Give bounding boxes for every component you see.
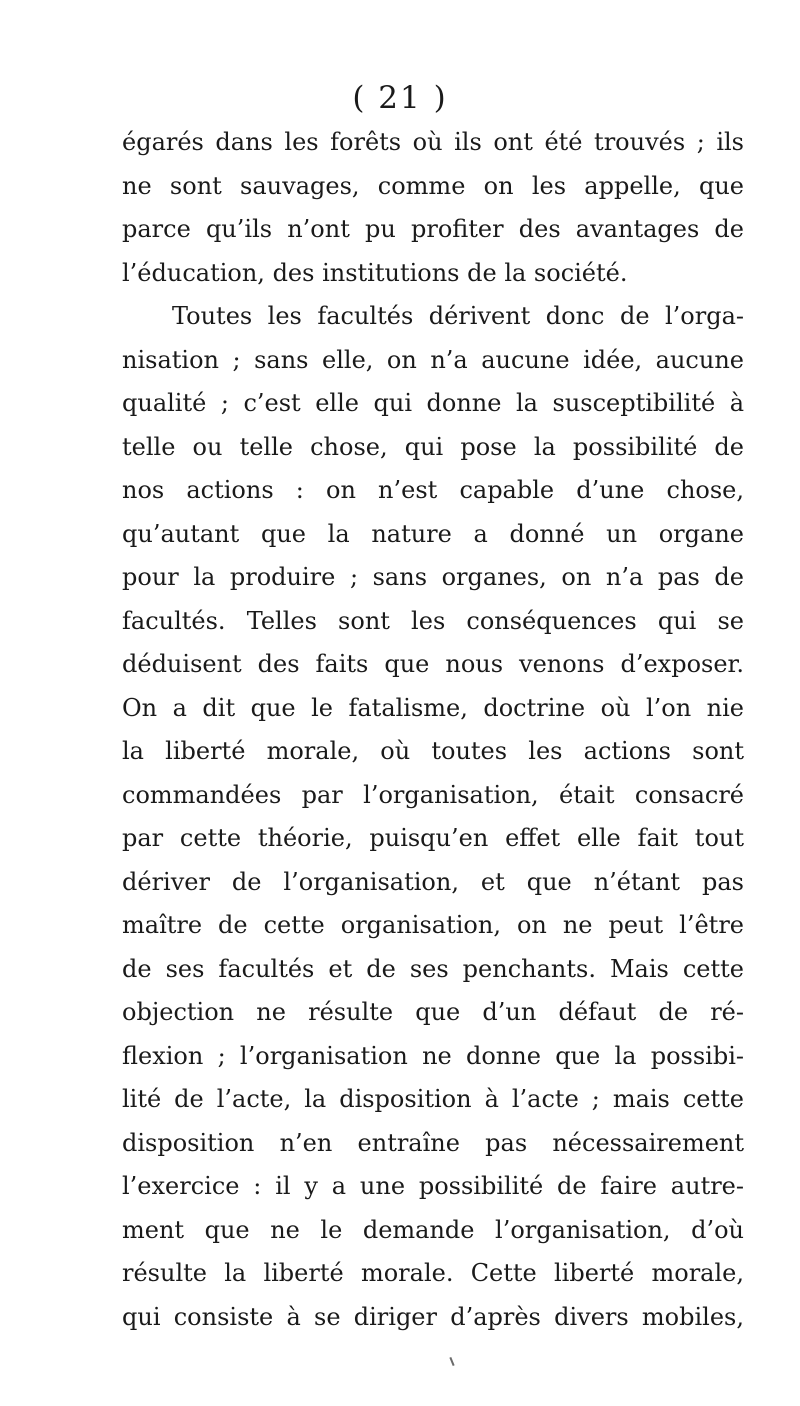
text-line: lité de l’acte, la disposition à l’acte ; mais cette [122,1085,744,1113]
text-line: qualité ; c’est elle qui donne la susceptibilité à [122,389,744,417]
paragraph-start-line: Toutes les facultés dérivent donc de l’orga- [172,302,744,330]
text-line: nisation ; sans elle, on n’a aucune idée, aucune [122,345,744,374]
text-line: commandées par l’organisation, était consacré [122,780,744,809]
text-line: On a dit que le fatalisme, doctrine où l’on nie [122,693,744,722]
text-line: l’exercice : il y a une possibilité de faire autre- [122,1172,744,1200]
text-line: facultés. Telles sont les conséquences qui se [122,606,744,635]
text-line: parce qu’ils n’ont pu profiter des avantages de [122,215,744,243]
text-line: égarés dans les forêts où ils ont été trouvés ; ils [122,128,744,156]
text-line: qui consiste à se diriger d’après divers mobiles, [122,1302,744,1331]
text-line: qu’autant que la nature a donné un organe [122,519,744,548]
text-line: dériver de l’organisation, et que n’étant pas [122,867,744,896]
text-line: déduisent des faits que nous venons d’exposer. [122,650,744,678]
text-line: ne sont sauvages, comme on les appelle, que [122,171,744,200]
body-text [122,121,744,1339]
text-line: résulte la liberté morale. Cette liberté morale, [122,1259,744,1287]
text-line: ment que ne le demande l’organisation, d’où [122,1215,744,1244]
text-line: nos actions : on n’est capable d’une chose, [122,476,744,504]
text-line: disposition n’en entraîne pas nécessairement [122,1128,744,1157]
text-line: par cette théorie, puisqu’en effet elle fait tout [122,824,744,852]
ink-mark [449,1357,454,1366]
text-line: objection ne résulte que d’un défaut de ré- [122,998,744,1026]
page-number: ( 21 ) [352,80,448,116]
text-line: l’éducation, des institutions de la société. [122,258,628,287]
text-line: telle ou telle chose, qui pose la possibilité de [122,432,744,461]
text-line: de ses facultés et de ses penchants. Mais cette [122,954,744,983]
text-line: la liberté morale, où toutes les actions sont [122,737,744,765]
text-line: pour la produire ; sans organes, on n’a pas de [122,563,744,591]
text-line: flexion ; l’organisation ne donne que la possibi- [122,1041,744,1070]
text-line: maître de cette organisation, on ne peut l’être [122,911,744,939]
